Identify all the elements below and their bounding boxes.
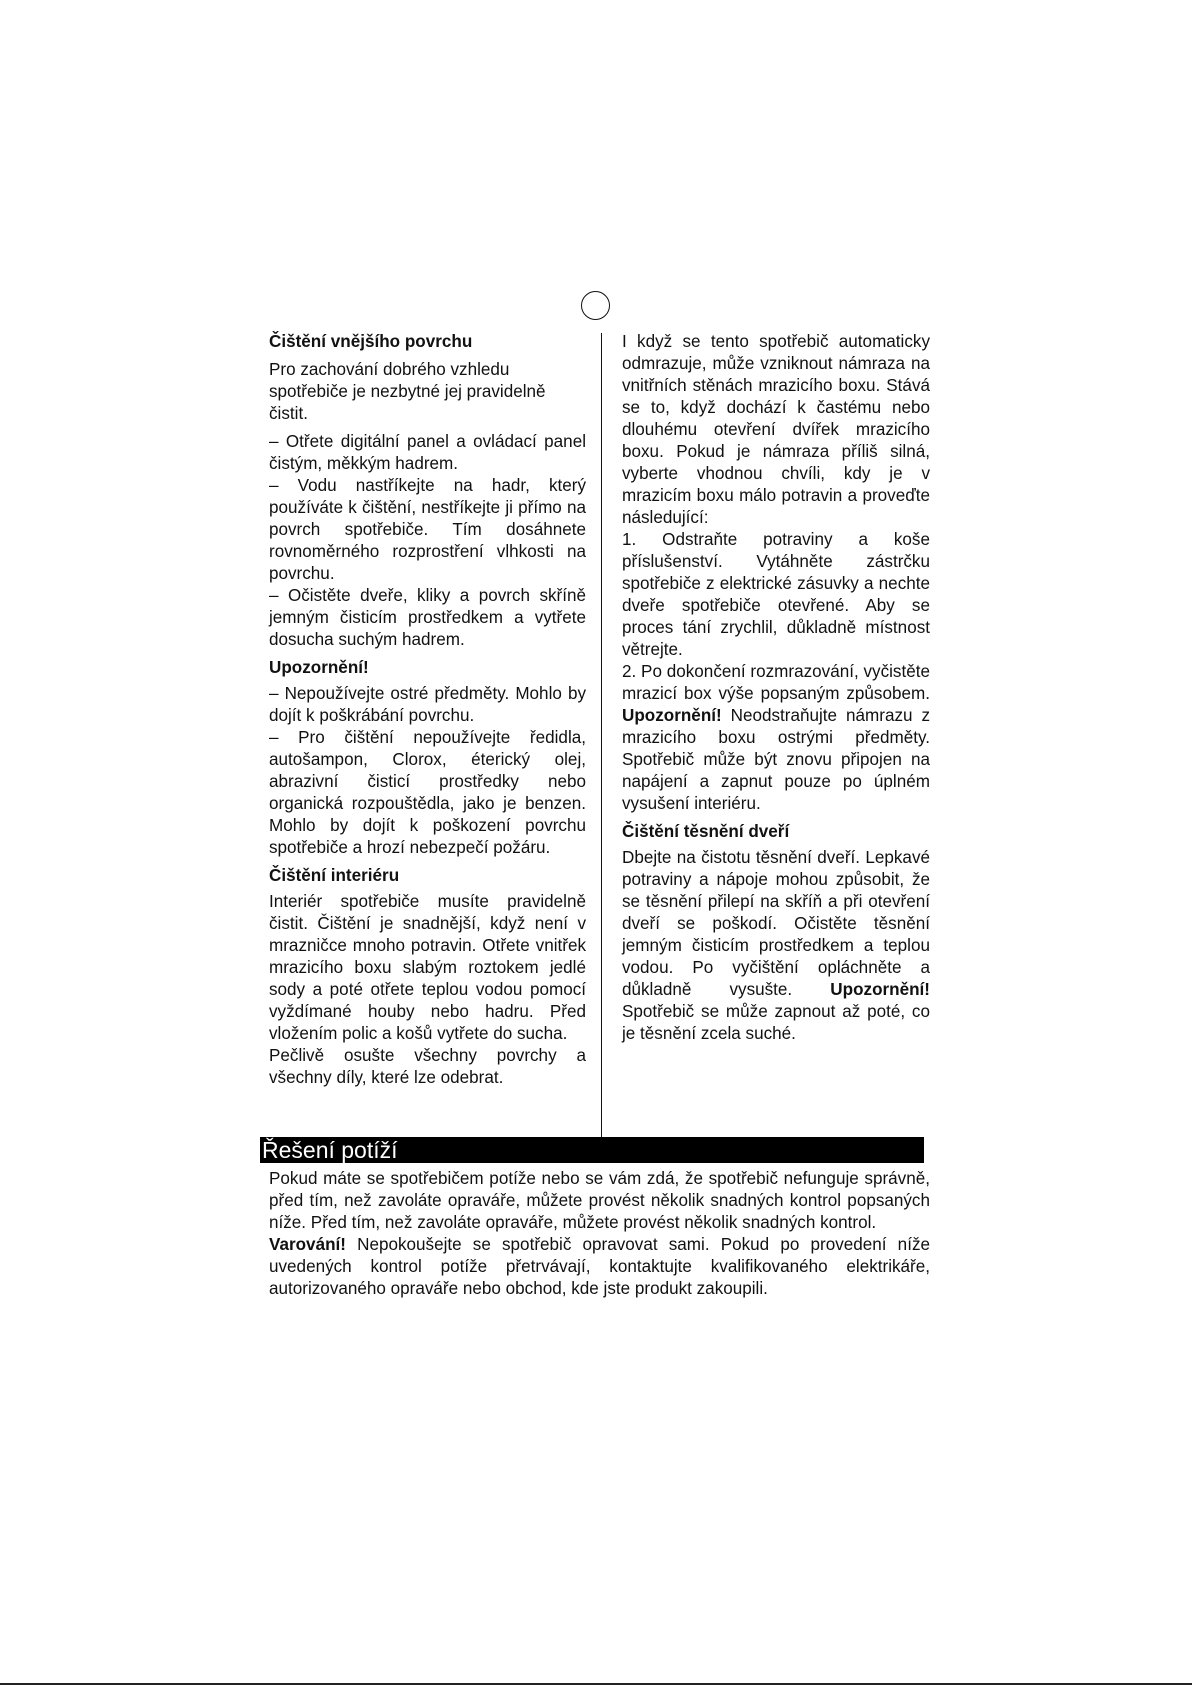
paragraph: Varování! Nepokoušejte se spotřebič opravovat sami. Pokud po provedení níže uvedených kontrol potíže přetrvávají, kontaktujte kvalifikovaného elektrikáře, autorizovaného opraváře nebo obchod, kde jste produkt zakoupili. bbox=[269, 1235, 930, 1298]
paragraph: – Otřete digitální panel a ovládací panel čistým, měkkým hadrem. bbox=[269, 432, 586, 473]
heading-interior-cleaning: Čištění interiéru bbox=[269, 866, 400, 885]
page-marker-circle bbox=[581, 291, 610, 320]
column-divider bbox=[601, 333, 602, 1137]
paragraph: – Pro čištění nepoužívejte ředidla, autošampon, Clorox, éterický olej, abrazivní čisticí prostředky nebo organická rozpouštědla, jako je benzen. Mohlo by dojít k poškození povrchu spotřebiče a hrozí nebezpečí požáru. bbox=[269, 728, 586, 857]
paragraph: I když se tento spotřebič automaticky odmrazuje, může vzniknout námraza na vnitřních stěnách mrazicího boxu. Stává se to, když dochází k častému nebo dlouhému otevření dvířek mrazicího boxu. Pokud je námraza příliš silná, vyberte vhodnou chvíli, kdy je v mrazicím boxu málo potravin a proveďte následující: bbox=[622, 332, 930, 527]
left-column bbox=[269, 331, 586, 1089]
paragraph: – Očistěte dveře, kliky a povrch skříně jemným čisticím prostředkem a vytřete dosucha suchým hadrem. bbox=[269, 586, 586, 649]
paragraph: – Vodu nastříkejte na hadr, který používáte k čištění, nestříkejte ji přímo na povrch spotřebiče. Tím dosáhnete rovnoměrného rozprostření vlhkosti na povrchu. bbox=[269, 476, 586, 583]
heading-door-seal-cleaning: Čištění těsnění dveří bbox=[622, 822, 790, 841]
section-banner bbox=[260, 1137, 924, 1163]
paragraph: 1. Odstraňte potraviny a koše příslušenství. Vytáhněte zástrčku spotřebiče z elektrické zásuvky a nechte dveře spotřebiče otevřené. Aby se proces tání zrychlil, důkladně místnost větrejte. bbox=[622, 530, 930, 659]
paragraph: Pečlivě osušte všechny povrchy a všechny díly, které lze odebrat. bbox=[269, 1046, 586, 1087]
paragraph: Dbejte na čistotu těsnění dveří. Lepkavé potraviny a nápoje mohou způsobit, že se těsnění přilepí na skříň a při otevření dveří se poškodí. Očistěte těsnění jemným čisticím prostředkem a teplou vodou. Po vyčištění opláchněte a důkladně vysušte. Upozornění! Spotřebič se může zapnout až poté, co je těsnění zcela suché. bbox=[622, 848, 930, 1043]
paragraph: 2. Po dokončení rozmrazování, vyčistěte mrazicí box výše popsaným způsobem. Upozornění! Neodstraňujte námrazu z mrazicího boxu ostrými předměty. Spotřebič může být znovu připojen na napájení a zapnut pouze po úplném vysušení interiéru. bbox=[622, 662, 930, 813]
right-column bbox=[622, 331, 930, 1045]
heading-exterior-cleaning: Čištění vnějšího povrchu bbox=[269, 332, 473, 351]
paragraph: Pokud máte se spotřebičem potíže nebo se vám zdá, že spotřebič nefunguje správně, před tím, než zavoláte opraváře, můžete provést několik snadných kontrol popsaných níže. Před tím, než zavoláte opraváře, můžete provést několik snadných kontrol. bbox=[269, 1169, 930, 1232]
heading-warning: Upozornění! bbox=[269, 658, 369, 677]
troubleshooting-text bbox=[269, 1168, 930, 1300]
paragraph: Interiér spotřebiče musíte pravidelně čistit. Čištění je snadnější, když není v mrazničce mnoho potravin. Otřete vnitřek mrazicího boxu slabým roztokem jedlé sody a poté otřete teplou vodou pomocí vyždímané houby nebo hadru. Před vložením polic a košů vytřete do sucha. bbox=[269, 892, 586, 1043]
paragraph: Pro zachování dobrého vzhledu spotřebiče je nezbytné jej pravidelně čistit. bbox=[269, 360, 546, 423]
paragraph: – Nepoužívejte ostré předměty. Mohlo by dojít k poškrábání povrchu. bbox=[269, 684, 586, 725]
section-title: Řešení potíží bbox=[262, 1137, 398, 1163]
